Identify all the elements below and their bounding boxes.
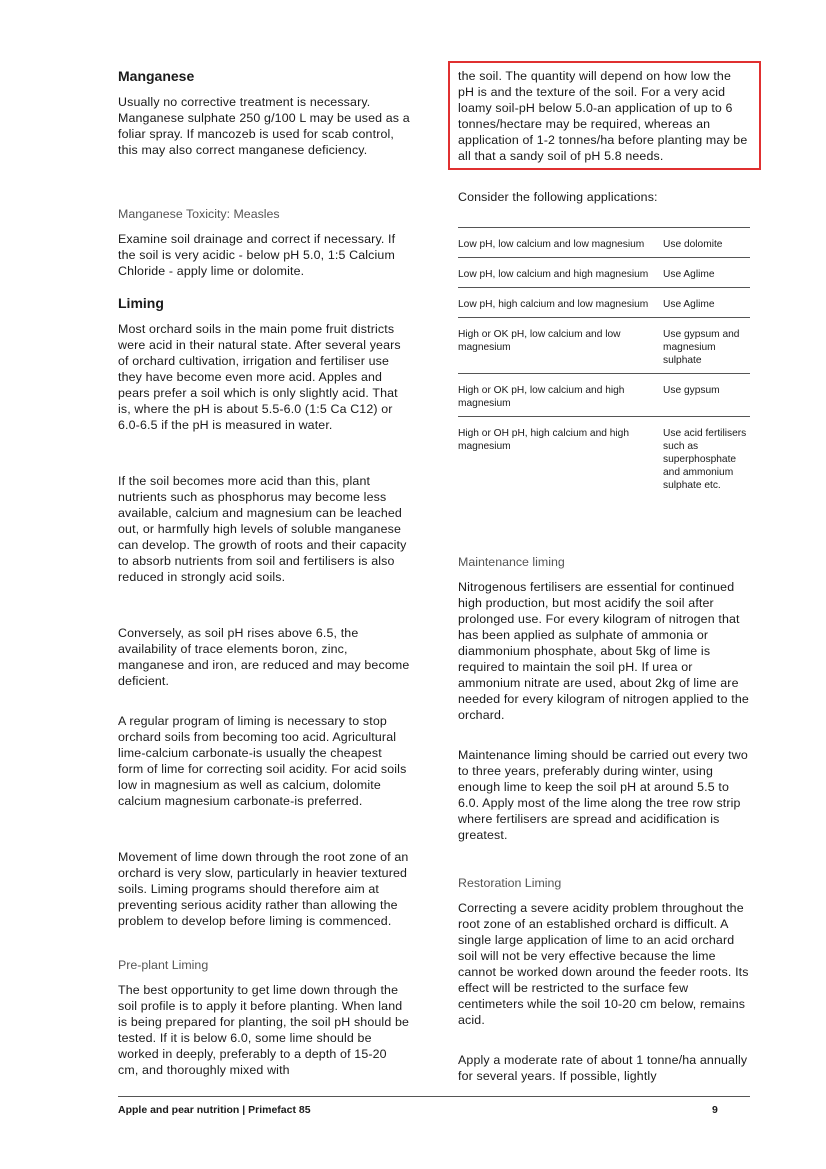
liming-paragraph-3: Conversely, as soil pH rises above 6.5, the availability of trace elements boron, zinc, manganese and iron, are reduced and may become deficient.	[118, 626, 410, 688]
manganese-toxicity-heading: Manganese Toxicity: Measles	[118, 207, 280, 221]
action-cell: Use Aglime	[663, 288, 750, 318]
maintenance-paragraph-2: Maintenance liming should be carried out every two to three years, preferably during winter, using enough lime to keep the soil pH at around 5.5 to 6.0. Apply most of the lime along the tree row strip where fertilisers are spread and acidification is greatest.	[458, 748, 748, 842]
table-row	[458, 417, 750, 499]
liming-heading: Liming	[118, 295, 164, 311]
table-row	[458, 374, 750, 417]
maintenance-liming-heading: Maintenance liming	[458, 555, 565, 569]
highlighted-paragraph: the soil. The quantity will depend on how low the pH is and the texture of the soil. For a very acid loamy soil-pH below 5.0-an application of up to 6 tonnes/hectare may be required, whereas an application of 1-2 tonnes/ha before planting may be all that a sandy soil of pH 5.8 needs.	[458, 69, 748, 163]
liming-paragraph-2: If the soil becomes more acid than this, plant nutrients such as phosphorus may become less available, calcium and magnesium can be leached out, or harmfully high levels of soluble manganese can develop. The growth of roots and their capacity to absorb nutrients from soil and fertilisers is also reduced in strongly acid soils.	[118, 474, 407, 584]
action-cell: Use gypsum and magnesium sulphate	[663, 318, 750, 374]
liming-paragraph-5: Movement of lime down through the root zone of an orchard is very slow, particularly in heavier textured soils. Liming programs should therefore aim at preventing serious acidity rather than allowing the problem to develop before liming is commenced.	[118, 850, 409, 928]
condition-cell: High or OH pH, high calcium and high magnesium	[458, 417, 663, 499]
restoration-liming-heading: Restoration Liming	[458, 876, 562, 890]
table-row	[458, 228, 750, 258]
action-cell: Use Aglime	[663, 258, 750, 288]
manganese-paragraph: Usually no corrective treatment is necessary. Manganese sulphate 250 g/100 L may be used as a foliar spray. If mancozeb is used for scab control, this may also correct manganese deficiency.	[118, 95, 410, 157]
preplant-liming-paragraph: The best opportunity to get lime down through the soil profile is to apply it before planting. When land is being prepared for planting, the soil pH should be tested. If it is below 6.0, some lime should be worked in deeply, preferably to a depth of 15-20 cm, and thoroughly mixed with	[118, 983, 410, 1077]
footer-title: Apple and pear nutrition | Primefact 85	[118, 1104, 311, 1116]
condition-cell: Low pH, high calcium and low magnesium	[458, 288, 663, 318]
manganese-heading: Manganese	[118, 68, 195, 84]
restoration-paragraph-1: Correcting a severe acidity problem throughout the root zone of an established orchard is difficult. A single large application of lime to an acid orchard soil will not be very effective because the lime cannot be worked down around the feeder roots. Its effect will be restricted to the surface few centimeters while the soil 10-20 cm below, remains acid.	[458, 901, 749, 1027]
consider-applications-text: Consider the following applications:	[458, 190, 658, 204]
condition-cell: Low pH, low calcium and high magnesium	[458, 258, 663, 288]
restoration-paragraph-2: Apply a moderate rate of about 1 tonne/ha annually for several years. If possible, lightly	[458, 1053, 748, 1083]
manganese-toxicity-paragraph: Examine soil drainage and correct if necessary. If the soil is very acidic - below pH 5.0, 1:5 Calcium Chloride - apply lime or dolomite.	[118, 232, 396, 278]
condition-cell: Low pH, low calcium and low magnesium	[458, 228, 663, 258]
maintenance-paragraph-1: Nitrogenous fertilisers are essential for continued high production, but most acidify the soil after prolonged use. For every kilogram of nitrogen that has been applied as sulphate of ammonia or diammonium phosphate, about 5kg of lime is required to maintain the soil pH. If urea or ammonium nitrate are used, about 2kg of lime are needed for every kilogram of nitrogen applied to the orchard.	[458, 580, 749, 722]
footer-divider	[118, 1096, 750, 1097]
applications-table	[458, 227, 750, 498]
table-row	[458, 288, 750, 318]
table-row	[458, 258, 750, 288]
preplant-liming-heading: Pre-plant Liming	[118, 958, 209, 972]
condition-cell: High or OK pH, low calcium and high magnesium	[458, 374, 663, 417]
liming-paragraph-1: Most orchard soils in the main pome fruit districts were acid in their natural state. After several years of orchard cultivation, irrigation and fertiliser use they have become even more acid. Apples and pears prefer a soil which is only slightly acid. That is, where the pH is about 5.5-6.0 (1:5 Ca C12) or 6.0-6.5 if the pH is measured in water.	[118, 322, 401, 432]
table-row	[458, 318, 750, 374]
liming-paragraph-4: A regular program of liming is necessary to stop orchard soils from becoming too acid. Agricultural lime-calcium carbonate-is usually the cheapest form of lime for correcting soil acidity. For acid soils low in magnesium as well as calcium, dolomite calcium magnesium carbonate-is preferred.	[118, 714, 407, 808]
page-number: 9	[712, 1104, 718, 1116]
action-cell: Use dolomite	[663, 228, 750, 258]
action-cell: Use gypsum	[663, 374, 750, 417]
action-cell: Use acid fertilisers such as superphosphate and ammonium sulphate etc.	[663, 417, 750, 499]
condition-cell: High or OK pH, low calcium and low magnesium	[458, 318, 663, 374]
